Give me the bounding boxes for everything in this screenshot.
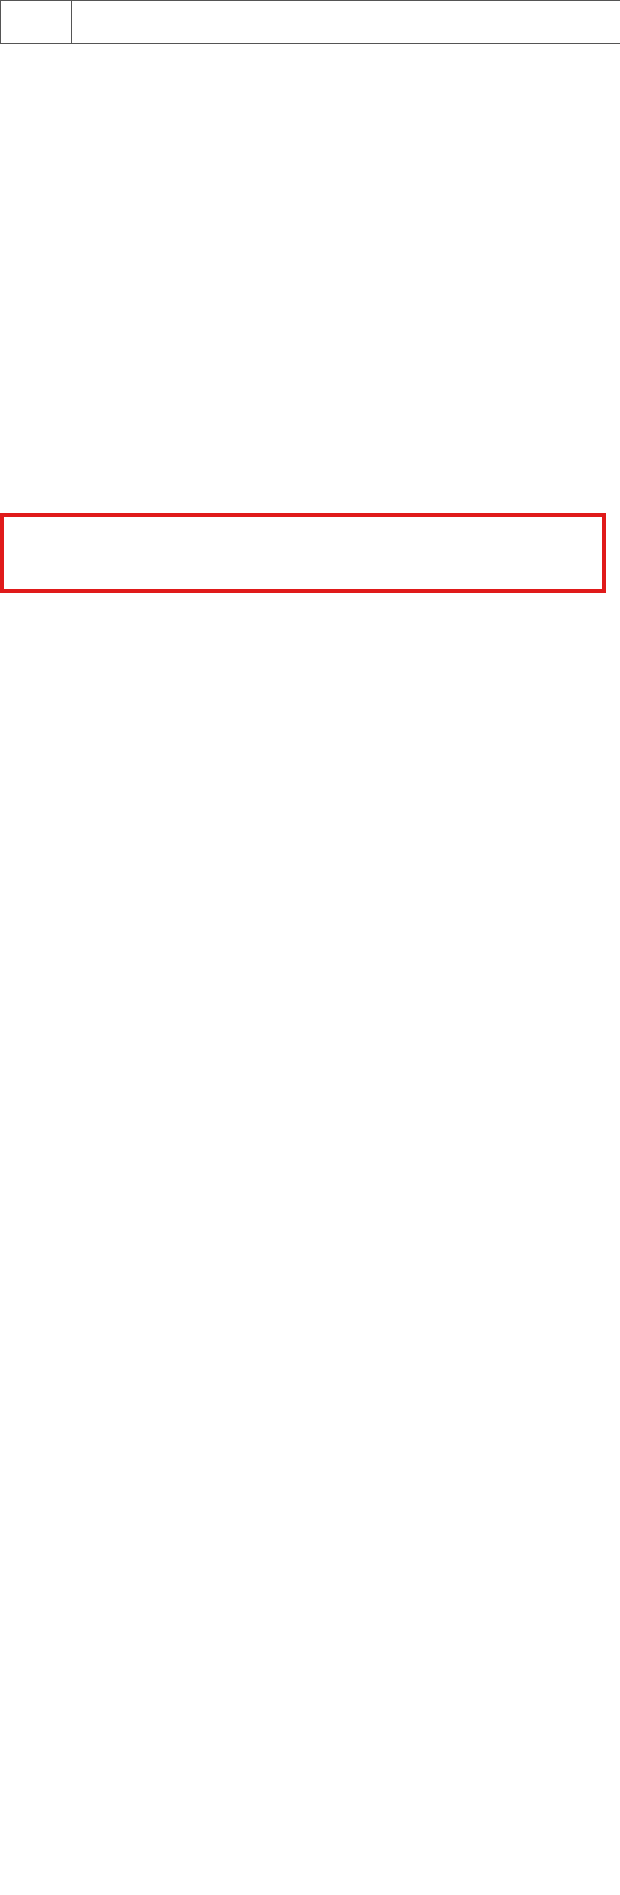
- province-column-header: [1, 1, 72, 44]
- highlight-box: [0, 513, 606, 593]
- project-column-header: [72, 1, 620, 44]
- project-table: [0, 0, 620, 44]
- header-row: [1, 1, 620, 44]
- project-list-sheet: [0, 0, 620, 44]
